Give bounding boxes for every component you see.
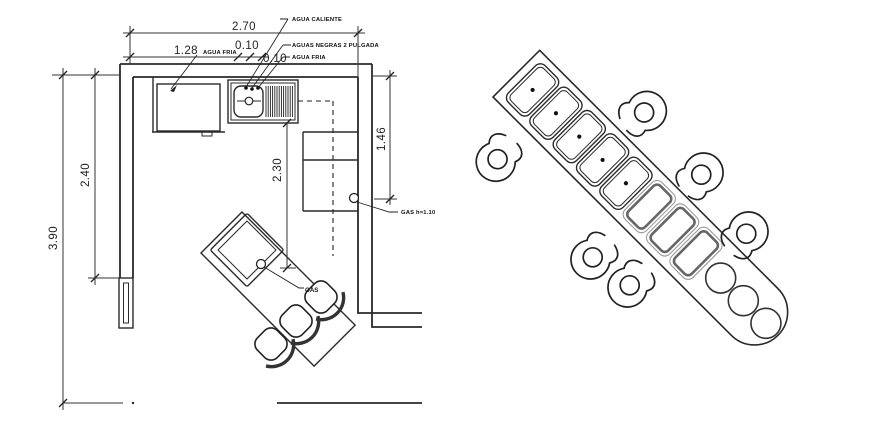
dim-center: 2.30: [272, 158, 284, 182]
wall-gas-outlet: [350, 194, 359, 203]
dimension-lines: [52, 26, 397, 410]
walls: [63, 64, 422, 404]
label-fridge-water: AGUA FRIA: [203, 50, 237, 56]
person-figure: [469, 128, 528, 189]
dimension-ticks: [59, 29, 394, 407]
dim-top-total: 2.70: [232, 21, 256, 33]
refrigerator: [157, 84, 220, 136]
dim-gap-a: 0.10: [235, 40, 259, 52]
label-gas-island: GAS: [305, 287, 319, 294]
dim-gap-b: 0.10: [263, 53, 287, 65]
island-chairs: [248, 274, 351, 374]
sink-drain: [245, 97, 253, 105]
label-cold-water: AGUA FRIA: [292, 55, 326, 61]
dim-top-fridge: 1.28: [174, 45, 198, 57]
label-gas-wall: GAS h=1.10: [401, 210, 436, 216]
dim-left-outer: 3.90: [48, 226, 60, 250]
label-drain: AGUAS NEGRAS 2 PULGADA: [292, 43, 379, 49]
kitchen-sink: [228, 80, 298, 123]
window: [119, 278, 133, 328]
label-hot-water: AGUA CALIENTE: [292, 17, 343, 23]
bar-counter-drawing: [469, 50, 802, 358]
counters: [152, 77, 358, 211]
annotation-texts: [203, 17, 435, 294]
stove: [210, 213, 284, 287]
dim-right: 1.46: [376, 127, 388, 151]
dim-left-inner: 2.40: [80, 163, 92, 187]
kitchen-plan-drawing: [48, 17, 435, 410]
drainboard-hatch: [266, 86, 292, 117]
